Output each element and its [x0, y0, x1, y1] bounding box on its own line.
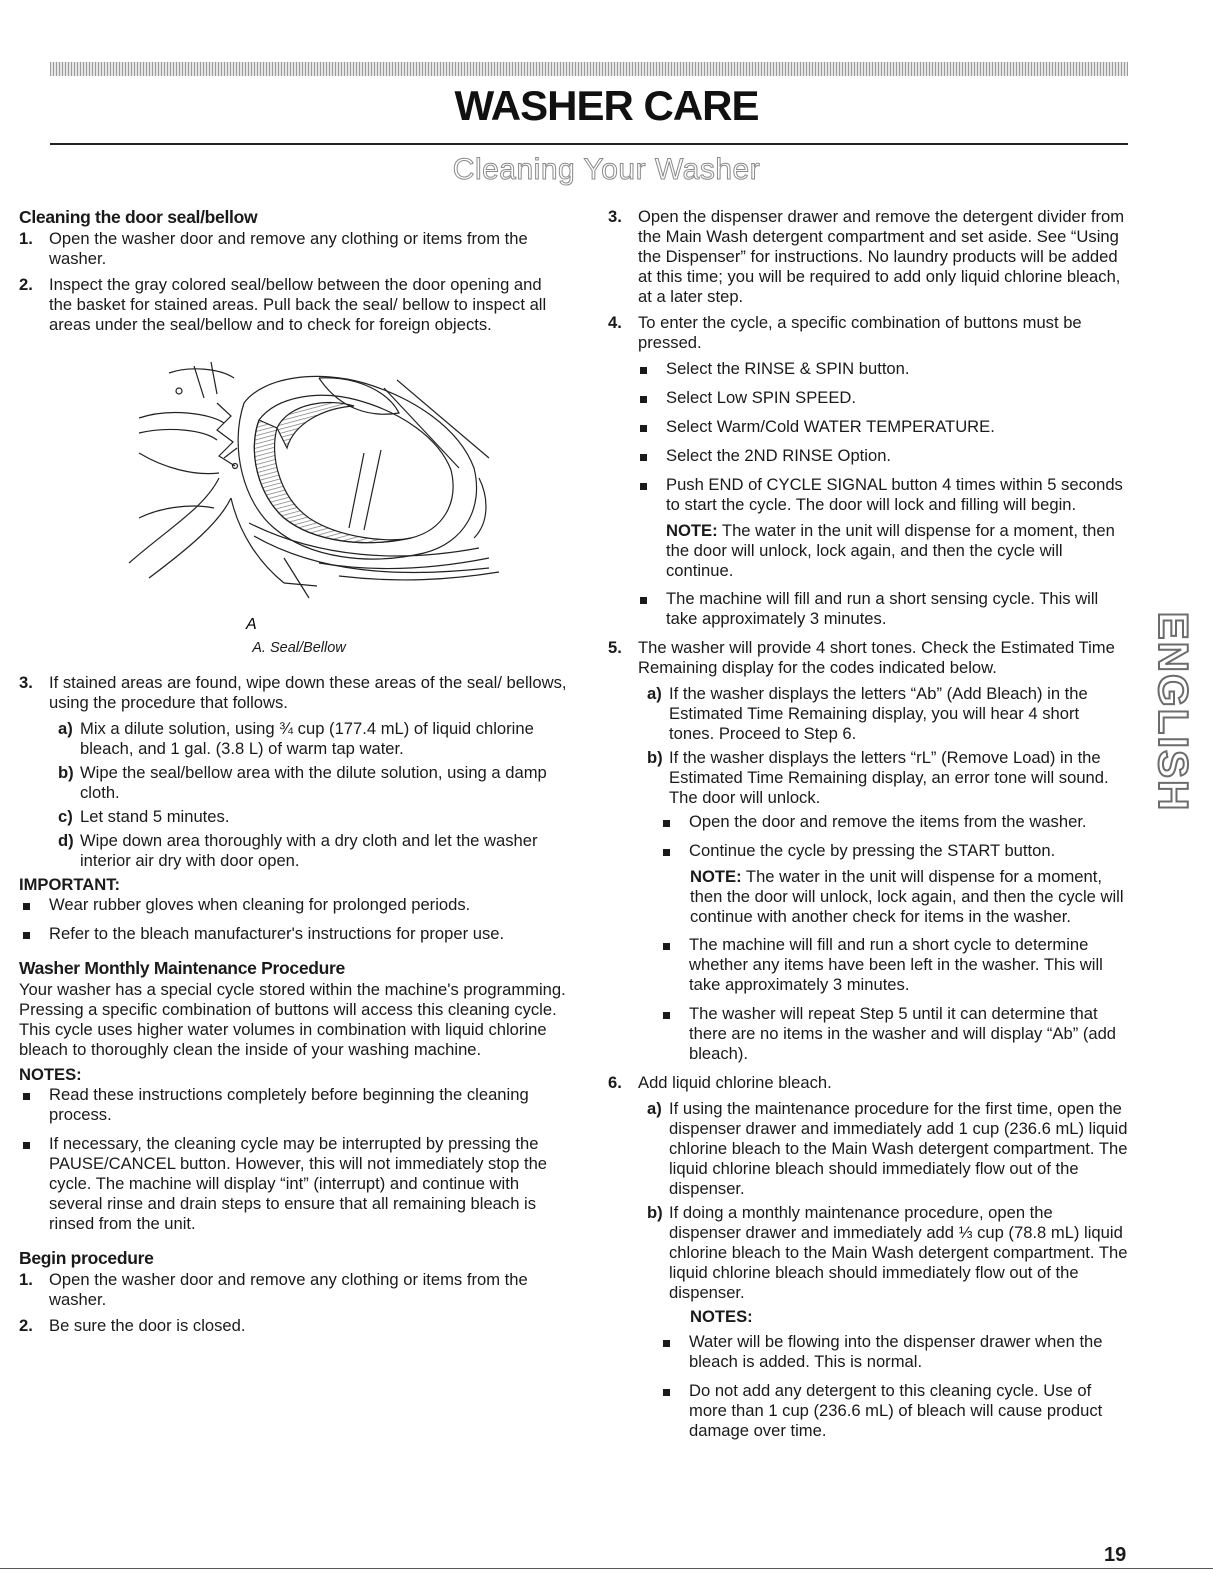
- substep-5a: a) If the washer displays the letters “Ab” (Add Bleach) in the Estimated Time Remaining display, you will hear 4 short tones. Proceed to Step 6.: [647, 684, 1088, 743]
- header-band: [50, 62, 1128, 76]
- remove-load-bullet: Continue the cycle by pressing the START button.: [659, 841, 1128, 861]
- substep-a: a) Mix a dilute solution, using ¾ cup (177.4 mL) of liquid chlorine bleach, and 1 gal. (3.8 L) of warm tap water.: [58, 719, 534, 758]
- title-divider: [50, 143, 1128, 145]
- remove-load-bullet: The washer will repeat Step 5 until it can determine that there are no items in the washer and will display “Ab” (add bleach).: [659, 1004, 1128, 1064]
- button-bullet: Push END of CYCLE SIGNAL button 4 times within 5 seconds to start the cycle. The door will lock and filling will begin.: [636, 475, 1128, 515]
- substep-6a: a) If using the maintenance procedure for the first time, open the dispenser drawer and immediately add 1 cup (236.6 mL) liquid chlorine bleach to the Main Wash detergent compartment. The liquid chlorine bleach should immediately flow out of the dispenser.: [647, 1099, 1128, 1198]
- page-title: WASHER CARE: [454, 82, 759, 129]
- substep-b: b) Wipe the seal/bellow area with the dilute solution, using a damp cloth.: [58, 763, 547, 802]
- begin-heading: Begin procedure: [19, 1248, 154, 1268]
- figure-caption: A. Seal/Bellow: [252, 640, 346, 656]
- notes-label: NOTES:: [19, 1065, 82, 1084]
- section-subtitle: Cleaning Your Washer: [452, 153, 761, 186]
- begin-step-4: 4. To enter the cycle, a specific combination of buttons must be pressed.: [608, 313, 1082, 352]
- button-bullet: Select Warm/Cold WATER TEMPERATURE.: [636, 417, 1128, 437]
- step5b-note: NOTE: The water in the unit will dispense for a moment, then the door will unlock, lock again, and then the cycle will continue with another check for items in the washer.: [690, 867, 1124, 926]
- button-bullet: Select Low SPIN SPEED.: [636, 388, 1128, 408]
- important-bullet: Wear rubber gloves when cleaning for prolonged periods.: [19, 895, 569, 915]
- substep-5b: b) If the washer displays the letters “rL” (Remove Load) in the Estimated Time Remaining display, an error tone will sound. The door will unlock.: [647, 748, 1109, 807]
- button-bullet: The machine will fill and run a short sensing cycle. This will take approximately 3 minutes.: [636, 589, 1128, 629]
- note-bullet: If necessary, the cleaning cycle may be interrupted by pressing the PAUSE/CANCEL button. However, this will not immediately stop the cycle. The machine will display “int” (interrupt) and continue with several rinse and drain steps to ensure that all remaining bleach is rinsed from the unit.: [19, 1134, 569, 1234]
- step-3: 3. If stained areas are found, wipe down these areas of the seal/ bellows, using the procedure that follows.: [19, 673, 567, 712]
- page-number: 19: [1104, 1544, 1127, 1566]
- monthly-intro: Your washer has a special cycle stored within the machine's programming. Pressing a specific combination of buttons will access this cleaning cycle. This cycle uses higher water volumes in combination with liquid chlorine bleach to thoroughly clean the inside of your washing machine.: [19, 980, 566, 1059]
- final-note-bullet: Do not add any detergent to this cleaning cycle. Use of more than 1 cup (236.6 mL) of bleach will cause product damage over time.: [659, 1381, 1128, 1441]
- step4-note: NOTE: The water in the unit will dispense for a moment, then the door will unlock, lock again, and then the cycle will continue.: [666, 521, 1115, 580]
- step-1: 1. Open the washer door and remove any clothing or items from the washer.: [19, 229, 528, 268]
- begin-step-3: 3. Open the dispenser drawer and remove the detergent divider from the Main Wash detergent compartment and set aside. See “Using the Dispenser” for instructions. No laundry products will be added at this time; you will be required to add only liquid chlorine bleach, at a later step.: [608, 207, 1125, 306]
- seal-bellow-illustration: [19, 358, 579, 633]
- step-2: 2. Inspect the gray colored seal/bellow between the door opening and the basket for stained areas. Pull back the seal/ bellow to inspect all areas under the seal/bellow and to check for foreign objects.: [19, 275, 547, 334]
- note-bullet: Read these instructions completely before beginning the cleaning process.: [19, 1085, 569, 1125]
- important-label: IMPORTANT:: [19, 875, 121, 894]
- left-column: [19, 207, 569, 1342]
- language-tab: ENGLISH: [1150, 611, 1197, 813]
- figure-label: A: [246, 616, 257, 633]
- substep-6b: b) If doing a monthly maintenance procedure, open the dispenser drawer and immediately add ⅓ cup (78.8 mL) liquid chlorine bleach to the Main Wash detergent compartment. The liquid chlorine bleach should immediately flow out of the dispenser.: [647, 1203, 1128, 1302]
- begin-step-6: 6. Add liquid chlorine bleach.: [608, 1073, 832, 1092]
- button-bullet: Select the 2ND RINSE Option.: [636, 446, 1128, 466]
- begin-step-1: 1. Open the washer door and remove any clothing or items from the washer.: [19, 1270, 528, 1309]
- monthly-heading: Washer Monthly Maintenance Procedure: [19, 958, 345, 978]
- footer-divider: [0, 1568, 1213, 1569]
- substep-c: c) Let stand 5 minutes.: [58, 807, 230, 826]
- remove-load-bullet: The machine will fill and run a short cycle to determine whether any items have been left in the washer. This will take approximately 3 minutes.: [659, 935, 1128, 995]
- button-bullet: Select the RINSE & SPIN button.: [636, 359, 1128, 379]
- washer-drawing: [19, 358, 579, 633]
- right-column: [608, 207, 1128, 1450]
- door-seal-heading: Cleaning the door seal/bellow: [19, 207, 258, 227]
- important-bullet: Refer to the bleach manufacturer's instructions for proper use.: [19, 924, 569, 944]
- begin-step-2: 2. Be sure the door is closed.: [19, 1316, 246, 1335]
- remove-load-bullet: Open the door and remove the items from the washer.: [659, 812, 1128, 832]
- notes-label-right: NOTES:: [690, 1307, 753, 1326]
- final-note-bullet: Water will be flowing into the dispenser drawer when the bleach is added. This is normal.: [659, 1332, 1128, 1372]
- substep-d: d) Wipe down area thoroughly with a dry cloth and let the washer interior air dry with door open.: [58, 831, 538, 870]
- begin-step-5: 5. The washer will provide 4 short tones. Check the Estimated Time Remaining display for the codes indicated below.: [608, 638, 1115, 677]
